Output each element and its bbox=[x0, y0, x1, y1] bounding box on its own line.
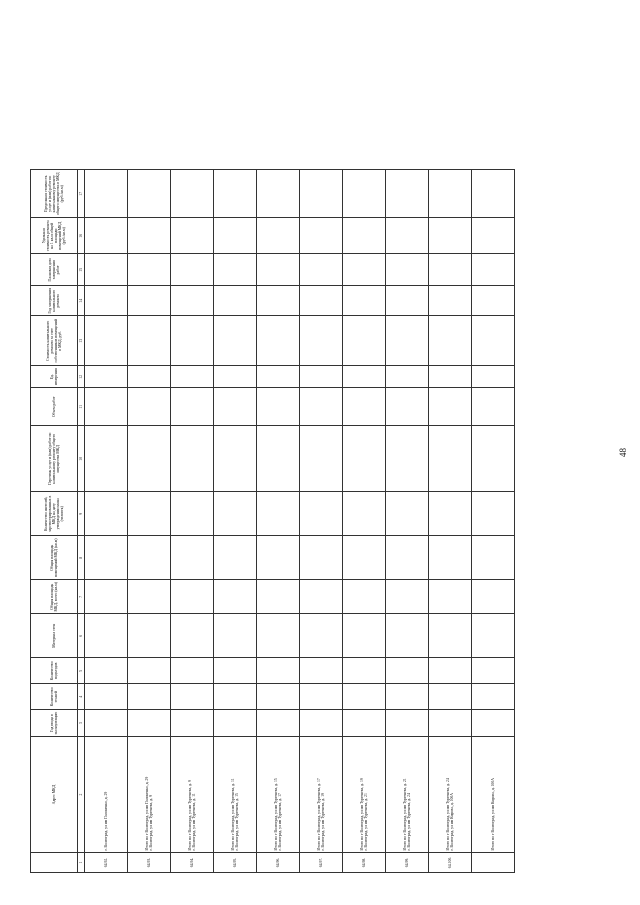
column-number: 5 bbox=[78, 658, 85, 684]
data-cell bbox=[214, 710, 257, 737]
row-number: 64.92. bbox=[85, 853, 128, 873]
data-cell bbox=[300, 614, 343, 658]
data-cell bbox=[171, 684, 214, 710]
column-number: 2 bbox=[78, 737, 85, 853]
data-cell bbox=[257, 614, 300, 658]
data-cell bbox=[300, 254, 343, 286]
table-body bbox=[85, 170, 515, 873]
data-cell bbox=[472, 710, 515, 737]
data-cell bbox=[343, 316, 386, 366]
data-cell bbox=[171, 388, 214, 426]
capital-repair-table bbox=[30, 169, 515, 873]
column-number: 8 bbox=[78, 536, 85, 580]
data-cell bbox=[300, 218, 343, 254]
address-total-text: Итого по г Волгоград, ул им Тургенева, д. 24 bbox=[446, 778, 451, 851]
data-cell bbox=[214, 254, 257, 286]
column-number: 13 bbox=[78, 316, 85, 366]
data-cell bbox=[429, 684, 472, 710]
data-cell bbox=[343, 366, 386, 388]
data-cell bbox=[128, 658, 171, 684]
data-cell bbox=[85, 710, 128, 737]
table-row bbox=[257, 170, 300, 873]
data-cell bbox=[429, 286, 472, 316]
data-cell bbox=[343, 286, 386, 316]
data-cell bbox=[386, 170, 429, 218]
column-number: 17 bbox=[78, 170, 85, 218]
data-cell bbox=[171, 366, 214, 388]
data-cell bbox=[343, 218, 386, 254]
header-cell-unit: Ед. измерения bbox=[31, 366, 78, 388]
data-cell bbox=[300, 492, 343, 536]
data-cell bbox=[386, 710, 429, 737]
data-cell bbox=[300, 426, 343, 492]
data-cell bbox=[171, 710, 214, 737]
data-cell bbox=[472, 658, 515, 684]
data-cell bbox=[214, 614, 257, 658]
data-cell bbox=[472, 316, 515, 366]
column-number: 11 bbox=[78, 388, 85, 426]
address-total-text: Итого по г Волгоград, ул им Тургенева, д. 15 bbox=[274, 778, 279, 851]
address-text: г. Волгоград, ул им Тургенева, д. 19 bbox=[321, 793, 325, 851]
data-cell bbox=[214, 492, 257, 536]
data-cell bbox=[257, 580, 300, 614]
table-row bbox=[85, 170, 128, 873]
data-cell bbox=[128, 218, 171, 254]
data-cell bbox=[343, 492, 386, 536]
data-cell bbox=[472, 426, 515, 492]
header-cell-completion-year: Год завершения капитального ремонта bbox=[31, 286, 78, 316]
data-cell bbox=[300, 170, 343, 218]
address-cell bbox=[128, 737, 171, 853]
header-cell-entrances: Количество подъездов bbox=[31, 658, 78, 684]
column-number: 15 bbox=[78, 254, 85, 286]
data-cell bbox=[300, 286, 343, 316]
header-cell-floors: Количество этажей bbox=[31, 684, 78, 710]
data-cell bbox=[85, 366, 128, 388]
data-cell bbox=[257, 536, 300, 580]
data-cell bbox=[472, 614, 515, 658]
data-cell bbox=[386, 614, 429, 658]
data-cell bbox=[257, 218, 300, 254]
table-row bbox=[343, 170, 386, 873]
row-number: 64.95. bbox=[214, 853, 257, 873]
data-cell bbox=[343, 710, 386, 737]
data-cell bbox=[85, 580, 128, 614]
address-cell bbox=[214, 737, 257, 853]
column-number: 12 bbox=[78, 366, 85, 388]
data-cell bbox=[85, 492, 128, 536]
data-cell bbox=[343, 580, 386, 614]
data-cell bbox=[386, 536, 429, 580]
data-cell bbox=[386, 286, 429, 316]
data-cell bbox=[171, 536, 214, 580]
row-number: 64.99. bbox=[386, 853, 429, 873]
data-cell bbox=[257, 388, 300, 426]
data-cell bbox=[429, 218, 472, 254]
data-cell bbox=[300, 316, 343, 366]
address-text: г. Волгоград, ул им Тургенева, д. 9 bbox=[149, 795, 153, 851]
data-cell bbox=[85, 286, 128, 316]
data-cell bbox=[429, 254, 472, 286]
address-total-text: Итого по г Волгоград, ул им Тургенева, д. 19 bbox=[360, 778, 365, 851]
data-cell bbox=[171, 426, 214, 492]
column-number: 9 bbox=[78, 492, 85, 536]
data-cell bbox=[386, 316, 429, 366]
data-cell bbox=[171, 218, 214, 254]
data-cell bbox=[343, 170, 386, 218]
data-cell bbox=[472, 536, 515, 580]
data-cell bbox=[386, 426, 429, 492]
data-cell bbox=[257, 492, 300, 536]
data-cell bbox=[257, 426, 300, 492]
table-row bbox=[429, 170, 472, 873]
data-cell bbox=[472, 366, 515, 388]
data-cell bbox=[472, 218, 515, 254]
data-cell bbox=[300, 366, 343, 388]
address-cell bbox=[429, 737, 472, 853]
data-cell bbox=[386, 218, 429, 254]
address-total-text: Итого по г Волгоград, ул им Тургенева, д. 21 bbox=[403, 778, 408, 851]
address-text: г. Волгоград, ул им Тургенева, д. 17 bbox=[278, 793, 282, 851]
data-cell bbox=[171, 492, 214, 536]
data-cell bbox=[214, 536, 257, 580]
data-cell bbox=[214, 286, 257, 316]
data-cell bbox=[343, 388, 386, 426]
data-cell bbox=[472, 580, 515, 614]
table-row bbox=[472, 170, 515, 873]
data-cell bbox=[171, 658, 214, 684]
data-cell bbox=[300, 536, 343, 580]
address-text: г. Волгоград, ул им Тургенева, д. 11 bbox=[192, 793, 196, 851]
data-cell bbox=[214, 366, 257, 388]
header-cell-num bbox=[31, 853, 78, 873]
data-cell bbox=[128, 614, 171, 658]
data-cell bbox=[128, 254, 171, 286]
data-cell bbox=[85, 316, 128, 366]
page-number: 48 bbox=[618, 448, 628, 457]
data-cell bbox=[214, 426, 257, 492]
data-cell bbox=[386, 658, 429, 684]
data-cell bbox=[171, 316, 214, 366]
data-cell bbox=[300, 684, 343, 710]
data-cell bbox=[429, 536, 472, 580]
column-number: 10 bbox=[78, 426, 85, 492]
column-number-row bbox=[78, 170, 85, 873]
data-cell bbox=[429, 388, 472, 426]
data-cell bbox=[386, 684, 429, 710]
data-cell bbox=[128, 366, 171, 388]
data-cell bbox=[128, 710, 171, 737]
data-cell bbox=[429, 710, 472, 737]
header-cell-volume: Объем работ bbox=[31, 388, 78, 426]
column-number: 16 bbox=[78, 218, 85, 254]
data-cell bbox=[214, 218, 257, 254]
address-text: г. Волгоград, ул им Кирова, д. 100А bbox=[450, 792, 454, 851]
data-cell bbox=[343, 426, 386, 492]
data-cell bbox=[171, 170, 214, 218]
data-cell bbox=[128, 286, 171, 316]
data-cell bbox=[300, 388, 343, 426]
data-cell bbox=[85, 170, 128, 218]
column-number: 7 bbox=[78, 580, 85, 614]
data-cell bbox=[214, 658, 257, 684]
data-cell bbox=[386, 580, 429, 614]
data-cell bbox=[85, 658, 128, 684]
data-cell bbox=[386, 254, 429, 286]
data-cell bbox=[214, 684, 257, 710]
data-cell bbox=[300, 580, 343, 614]
header-cell-works-list: Перечень услуг и (или) работ по капитальному ремонту общего имущества МКД bbox=[31, 426, 78, 492]
row-number: 64.100. bbox=[429, 853, 472, 873]
table-row bbox=[128, 170, 171, 873]
data-cell bbox=[85, 684, 128, 710]
column-number: 6 bbox=[78, 614, 85, 658]
data-cell bbox=[472, 170, 515, 218]
table-row bbox=[171, 170, 214, 873]
data-cell bbox=[429, 170, 472, 218]
data-cell bbox=[386, 388, 429, 426]
data-cell bbox=[429, 426, 472, 492]
data-cell bbox=[128, 426, 171, 492]
address-cell bbox=[472, 737, 515, 853]
data-cell bbox=[429, 658, 472, 684]
data-cell bbox=[257, 254, 300, 286]
table-row bbox=[214, 170, 257, 873]
data-cell bbox=[171, 580, 214, 614]
address-total-text: Итого по г Волгоград, ул им Тургенева, д. 17 bbox=[317, 778, 322, 851]
data-cell bbox=[343, 614, 386, 658]
data-cell bbox=[257, 170, 300, 218]
header-cell-total-area: Общая площадь МКД, всего (кв.м) bbox=[31, 580, 78, 614]
column-number: 14 bbox=[78, 286, 85, 316]
row-number: 64.98. bbox=[343, 853, 386, 873]
table-row bbox=[386, 170, 429, 873]
column-number: 3 bbox=[78, 710, 85, 737]
data-cell bbox=[343, 536, 386, 580]
data-cell bbox=[85, 536, 128, 580]
column-number: 1 bbox=[78, 853, 85, 873]
data-cell bbox=[343, 684, 386, 710]
data-cell bbox=[257, 684, 300, 710]
address-text: г. Волгоград, ул им Тургенева, д. 15 bbox=[235, 793, 239, 851]
data-cell bbox=[128, 580, 171, 614]
header-cell-cost: Стоимость капитального ремонта за счет собственников помещений в МКД, руб. bbox=[31, 316, 78, 366]
data-cell bbox=[386, 492, 429, 536]
data-cell bbox=[85, 388, 128, 426]
row-number: 64.97. bbox=[300, 853, 343, 873]
data-cell bbox=[128, 388, 171, 426]
address-cell bbox=[257, 737, 300, 853]
data-cell bbox=[257, 658, 300, 684]
data-cell bbox=[429, 580, 472, 614]
header-cell-premises-area: Общая площадь помещений МКД (кв.м) bbox=[31, 536, 78, 580]
data-cell bbox=[214, 170, 257, 218]
data-cell bbox=[300, 710, 343, 737]
header-cell-year: Год ввода в эксплуатацию bbox=[31, 710, 78, 737]
address-total-text: Итого по г Волгоград, ул им Кирова, д. 100А bbox=[491, 778, 495, 851]
data-cell bbox=[128, 684, 171, 710]
data-cell bbox=[429, 614, 472, 658]
address-total-text: Итого по г Волгоград, ул им Полоненко, д. 29 bbox=[145, 776, 150, 851]
header-cell-limit-cost: Предельная стоимость услуг и (или) работ по капитальному ремонту общего имущества в МКД (руб./кв.м) bbox=[31, 170, 78, 218]
data-cell bbox=[85, 254, 128, 286]
data-cell bbox=[128, 492, 171, 536]
address-text: г. Волгоград, ул им Тургенева, д. 24 bbox=[407, 793, 411, 851]
address-cell bbox=[85, 737, 128, 853]
data-cell bbox=[85, 218, 128, 254]
header-cell-wall-material: Материал стен bbox=[31, 614, 78, 658]
data-cell bbox=[257, 316, 300, 366]
header-cell-unit-cost: Удельная стоимость ремонта на 1 кв.м общей площади помещений МКД (руб./кв.м) bbox=[31, 218, 78, 254]
row-number: 64.94. bbox=[171, 853, 214, 873]
data-cell bbox=[472, 684, 515, 710]
data-cell bbox=[472, 286, 515, 316]
row-number bbox=[472, 853, 515, 873]
address-cell bbox=[386, 737, 429, 853]
data-cell bbox=[472, 388, 515, 426]
column-number: 4 bbox=[78, 684, 85, 710]
data-cell bbox=[171, 286, 214, 316]
data-cell bbox=[214, 316, 257, 366]
address-text: г. Волгоград, ул им Тургенева, д. 21 bbox=[364, 793, 368, 851]
data-cell bbox=[472, 254, 515, 286]
table-row bbox=[300, 170, 343, 873]
data-cell bbox=[300, 658, 343, 684]
data-cell bbox=[257, 366, 300, 388]
data-cell bbox=[429, 316, 472, 366]
row-number: 64.93. bbox=[128, 853, 171, 873]
data-cell bbox=[214, 580, 257, 614]
data-cell bbox=[128, 170, 171, 218]
data-cell bbox=[429, 492, 472, 536]
data-cell bbox=[171, 254, 214, 286]
address-cell bbox=[300, 737, 343, 853]
header-row bbox=[31, 170, 78, 873]
data-cell bbox=[85, 614, 128, 658]
address-cell bbox=[171, 737, 214, 853]
header-cell-residents: Количество жителей, зарегистрированных в МКД на дату утверждения плана (человек) bbox=[31, 492, 78, 536]
data-cell bbox=[128, 536, 171, 580]
data-cell bbox=[128, 316, 171, 366]
data-cell bbox=[257, 710, 300, 737]
data-cell bbox=[171, 614, 214, 658]
header-cell-planned-date: Плановая дата завершения работ bbox=[31, 254, 78, 286]
data-cell bbox=[85, 426, 128, 492]
header-cell-address: Адрес МКД bbox=[31, 737, 78, 853]
data-cell bbox=[343, 254, 386, 286]
data-cell bbox=[429, 366, 472, 388]
address-total-text: Итого по г Волгоград, ул им Тургенева, д. 9 bbox=[188, 780, 193, 851]
row-number: 64.96. bbox=[257, 853, 300, 873]
address-text: г. Волгоград, ул им Полоненко, д. 29 bbox=[104, 791, 108, 851]
address-total-text: Итого по г Волгоград, ул им Тургенева, д. 11 bbox=[231, 778, 236, 851]
data-cell bbox=[472, 492, 515, 536]
data-cell bbox=[257, 286, 300, 316]
data-cell bbox=[343, 658, 386, 684]
data-cell bbox=[214, 388, 257, 426]
data-cell bbox=[386, 366, 429, 388]
address-cell bbox=[343, 737, 386, 853]
